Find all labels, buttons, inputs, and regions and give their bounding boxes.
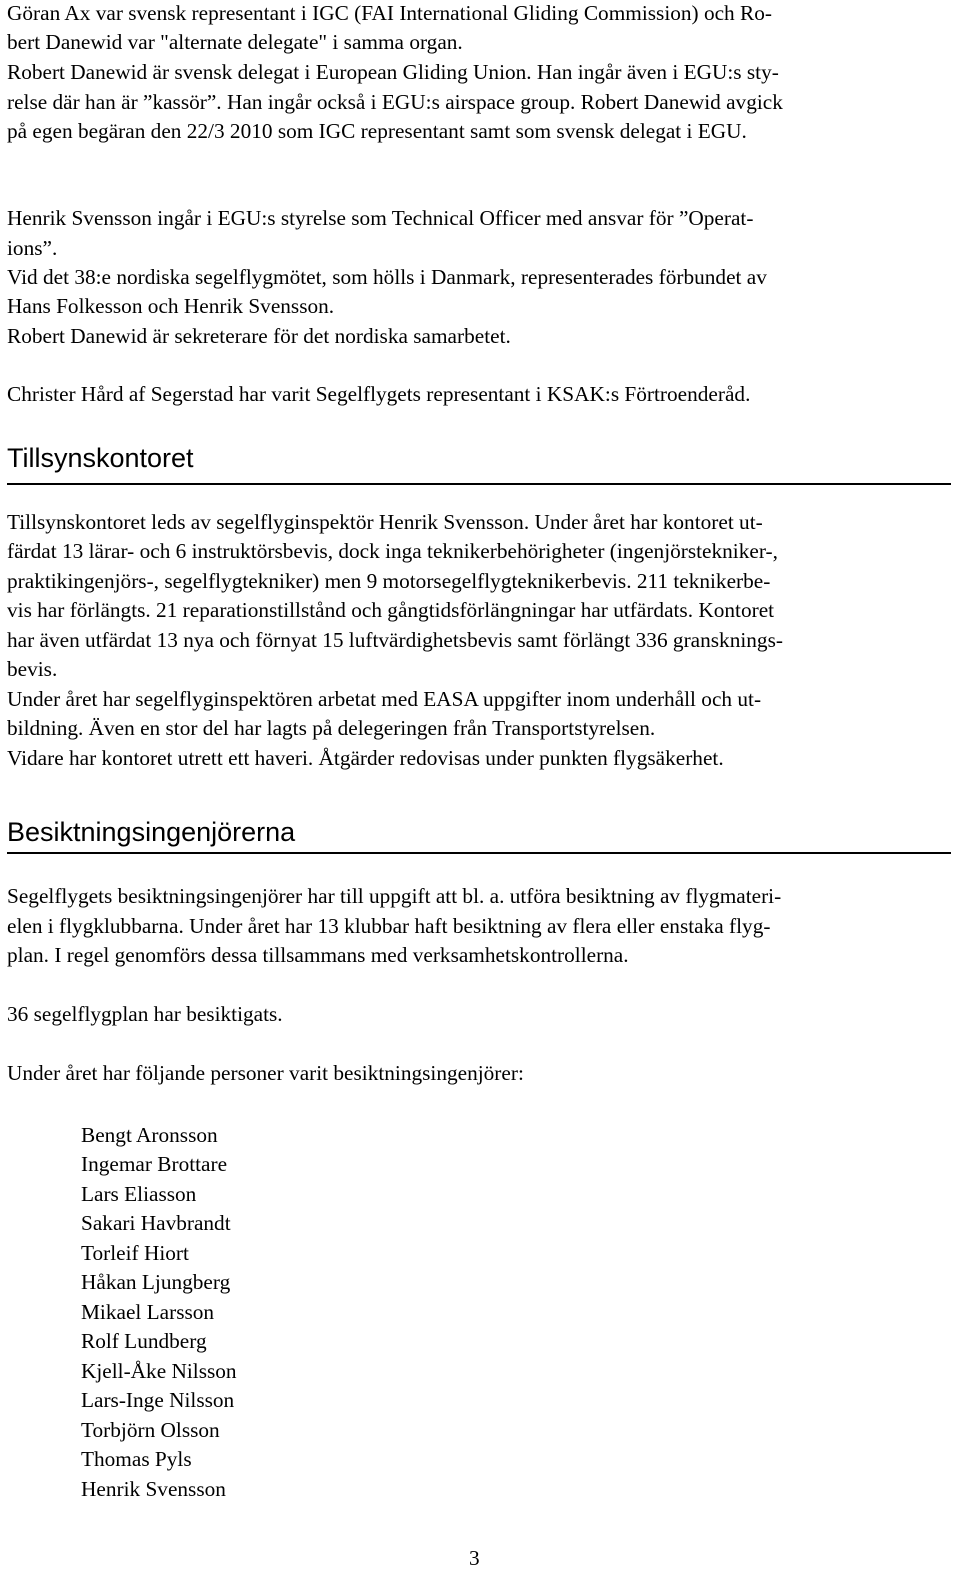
list-item: Mikael Larsson bbox=[81, 1300, 215, 1324]
list-intro: Under året har följande personer varit besiktningsingenjörer: bbox=[7, 1061, 524, 1085]
list-item: Sakari Havbrandt bbox=[81, 1211, 231, 1235]
list-item: Henrik Svensson bbox=[81, 1477, 226, 1501]
section-heading-besiktningsingenjorerna: Besiktningsingenjörerna bbox=[7, 817, 296, 847]
text-line: vis har förlängts. 21 reparationstillstånd och gångtidsförlängningar har utfärdats. Kontoret bbox=[7, 598, 775, 622]
inspected-count: 36 segelflygplan har besiktigats. bbox=[7, 1002, 283, 1026]
text-line: plan. I regel genomförs dessa tillsammans med verksamhetskontrollerna. bbox=[7, 943, 629, 967]
text-line: Vidare har kontoret utrett ett haveri. Åtgärder redovisas under punkten flygsäkerhet. bbox=[7, 746, 724, 770]
text-line: Under året har segelflyginspektören arbetat med EASA uppgifter inom underhåll och ut- bbox=[7, 687, 762, 711]
text-line: bildning. Även en stor del har lagts på delegeringen från Transportstyrelsen. bbox=[7, 716, 656, 740]
list-item: Rolf Lundberg bbox=[81, 1329, 207, 1353]
text-line: praktikingenjörs-, segelflygtekniker) men 9 motorsegelflygteknikerbevis. 211 teknikerbe- bbox=[7, 569, 771, 593]
section-rule bbox=[7, 483, 951, 485]
section-heading-tillsynskontoret: Tillsynskontoret bbox=[7, 443, 194, 473]
text-line: relse där han är ”kassör”. Han ingår också i EGU:s airspace group. Robert Danewid avgick bbox=[7, 90, 783, 114]
page-number: 3 bbox=[469, 1546, 480, 1570]
list-item: Lars-Inge Nilsson bbox=[81, 1388, 235, 1412]
text-line: Tillsynskontoret leds av segelflyginspektör Henrik Svensson. Under året har kontoret ut- bbox=[7, 510, 763, 534]
text-line: elen i flygklubbarna. Under året har 13 klubbar haft besiktning av flera eller enstaka flyg- bbox=[7, 914, 771, 938]
list-item: Thomas Pyls bbox=[81, 1447, 192, 1471]
list-item: Håkan Ljungberg bbox=[81, 1270, 231, 1294]
list-item: Torleif Hiort bbox=[81, 1241, 189, 1265]
text-line: Robert Danewid är sekreterare för det nordiska samarbetet. bbox=[7, 324, 511, 348]
list-item: Torbjörn Olsson bbox=[81, 1418, 220, 1442]
text-line: Henrik Svensson ingår i EGU:s styrelse som Technical Officer med ansvar för ”Operat- bbox=[7, 206, 754, 230]
text-line: ions”. bbox=[7, 236, 58, 260]
text-line: Vid det 38:e nordiska segelflygmötet, som hölls i Danmark, representerades förbundet av bbox=[7, 265, 767, 289]
text-line: färdat 13 lärar- och 6 instruktörsbevis, dock inga teknikerbehörigheter (ingenjörstekniker-, bbox=[7, 539, 778, 563]
list-item: Lars Eliasson bbox=[81, 1182, 197, 1206]
section-rule bbox=[7, 852, 951, 854]
text-line: har även utfärdat 13 nya och förnyat 15 luftvärdighetsbevis samt förlängt 336 gransknings- bbox=[7, 628, 783, 652]
text-line: Segelflygets besiktningsingenjörer har till uppgift att bl. a. utföra besiktning av flygmateri- bbox=[7, 884, 782, 908]
text-line: Hans Folkesson och Henrik Svensson. bbox=[7, 294, 335, 318]
list-item: Kjell-Åke Nilsson bbox=[81, 1359, 237, 1383]
text-line: Christer Hård af Segerstad har varit Segelflygets representant i KSAK:s Förtroenderåd. bbox=[7, 382, 751, 406]
text-line: Robert Danewid är svensk delegat i European Gliding Union. Han ingår även i EGU:s sty- bbox=[7, 60, 779, 84]
text-line: bert Danewid var "alternate delegate" i samma organ. bbox=[7, 30, 463, 54]
text-line: bevis. bbox=[7, 657, 58, 681]
text-line: Göran Ax var svensk representant i IGC (FAI International Gliding Commission) och Ro- bbox=[7, 1, 772, 25]
text-line: på egen begäran den 22/3 2010 som IGC representant samt som svensk delegat i EGU. bbox=[7, 119, 747, 143]
list-item: Bengt Aronsson bbox=[81, 1123, 218, 1147]
list-item: Ingemar Brottare bbox=[81, 1152, 228, 1176]
